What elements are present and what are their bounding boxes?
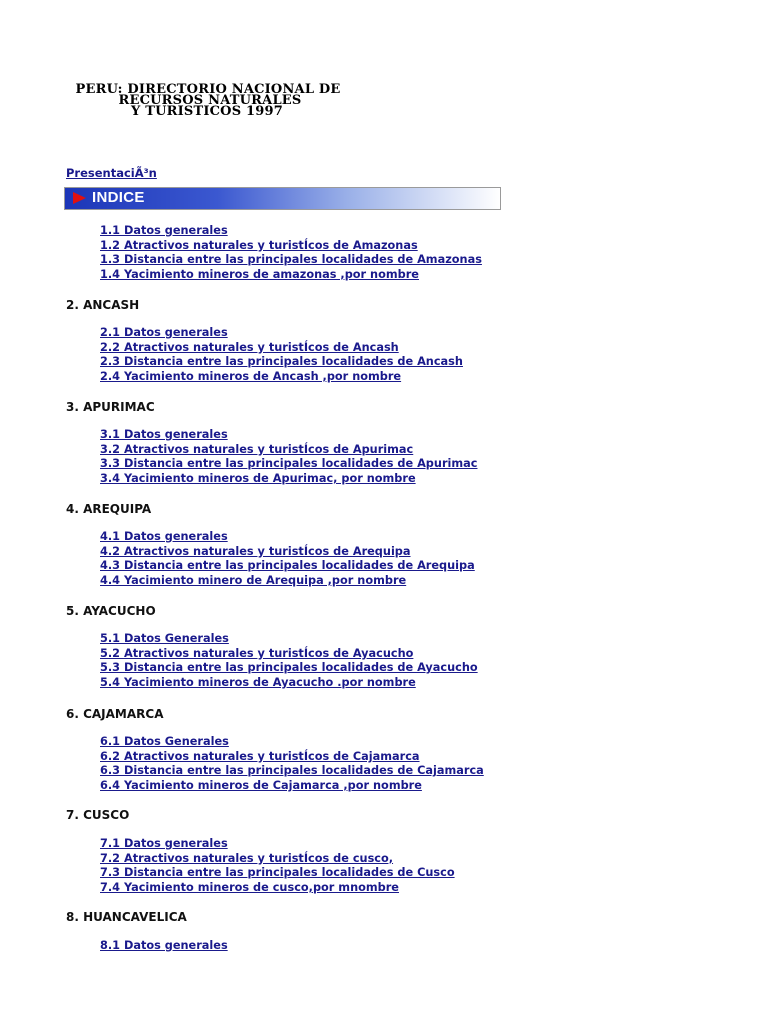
presentacion-link[interactable]: PresentaciÃ³n <box>66 166 157 180</box>
link-8-1[interactable]: 8.1 Datos generales <box>100 939 228 952</box>
link-5-2[interactable]: 5.2 Atractivos naturales y turistÍcos de Ayacucho <box>100 646 414 660</box>
section-8-links <box>100 939 358 954</box>
link-5-1[interactable]: 5.1 Datos Generales <box>100 632 229 645</box>
link-7-2[interactable]: 7.2 Atractivos naturales y turistÍcos de cusco, <box>100 851 394 865</box>
section-7-links <box>100 837 455 896</box>
section-heading-cajamarca: 6. CAJAMARCA <box>66 707 164 721</box>
section-heading-arequipa: 4. AREQUIPA <box>66 502 152 516</box>
title-line-2: RECURSOS NATURALES <box>118 93 302 108</box>
section-heading-ancash: 2. ANCASH <box>66 298 140 312</box>
link-2-2[interactable]: 2.2 Atractivos naturales y turistÍcos de Ancash <box>100 340 399 354</box>
link-6-1[interactable]: 6.1 Datos Generales <box>100 735 229 748</box>
link-3-4[interactable]: 3.4 Yacimiento mineros de Apurimac, por nombre <box>100 472 416 486</box>
section-heading-huancavelica: 8. HUANCAVELICA <box>66 910 187 924</box>
play-arrow-icon <box>73 192 86 204</box>
link-3-1[interactable]: 3.1 Datos generales <box>100 428 228 441</box>
link-5-4[interactable]: 5.4 Yacimiento mineros de Ayacucho .por nombre <box>100 676 416 690</box>
link-6-2[interactable]: 6.2 Atractivos naturales y turistÍcos de Cajamarca <box>100 749 420 763</box>
indice-banner <box>64 187 501 210</box>
link-4-3[interactable]: 4.3 Distancia entre las principales localidades de Arequipa <box>100 559 475 573</box>
link-3-2[interactable]: 3.2 Atractivos naturales y turistÍcos de Apurimac <box>100 442 414 456</box>
section-1-links <box>100 224 482 283</box>
link-2-3[interactable]: 2.3 Distancia entre las principales localidades de Ancash <box>100 355 463 369</box>
link-6-3[interactable]: 6.3 Distancia entre las principales localidades de Cajamarca <box>100 764 484 778</box>
section-3-links <box>100 428 478 487</box>
link-6-4[interactable]: 6.4 Yacimiento mineros de Cajamarca ,por nombre <box>100 779 422 793</box>
link-4-1[interactable]: 4.1 Datos generales <box>100 530 228 543</box>
link-7-4[interactable]: 7.4 Yacimiento mineros de cusco,por mnombre <box>100 881 399 895</box>
link-2-4[interactable]: 2.4 Yacimiento mineros de Ancash ,por nombre <box>100 370 402 384</box>
section-heading-apurimac: 3. APURIMAC <box>66 400 155 414</box>
link-2-1[interactable]: 2.1 Datos generales <box>100 326 228 339</box>
title-line-3: Y TURISTICOS 1997 <box>130 104 283 119</box>
section-heading-ayacucho: 5. AYACUCHO <box>66 604 156 618</box>
link-7-1[interactable]: 7.1 Datos generales <box>100 837 228 850</box>
indice-label: INDICE <box>92 189 145 206</box>
section-2-links <box>100 326 463 385</box>
title-line-1: PERU: DIRECTORIO NACIONAL DE <box>75 82 341 97</box>
section-6-links <box>100 735 484 794</box>
link-4-2[interactable]: 4.2 Atractivos naturales y turistÍcos de Arequipa <box>100 544 411 558</box>
link-1-4[interactable]: 1.4 Yacimiento mineros de amazonas ,por nombre <box>100 268 419 282</box>
section-4-links <box>100 530 475 589</box>
link-4-4[interactable]: 4.4 Yacimiento minero de Arequipa ,por nombre <box>100 574 407 588</box>
section-5-links <box>100 632 478 691</box>
link-1-2[interactable]: 1.2 Atractivos naturales y turistÍcos de Amazonas <box>100 238 418 252</box>
link-7-3[interactable]: 7.3 Distancia entre las principales localidades de Cusco <box>100 866 455 880</box>
link-1-3[interactable]: 1.3 Distancia entre las principales localidades de Amazonas <box>100 253 482 267</box>
link-1-1[interactable]: 1.1 Datos generales <box>100 224 228 237</box>
link-5-3[interactable]: 5.3 Distancia entre las principales localidades de Ayacucho <box>100 661 478 675</box>
link-3-3[interactable]: 3.3 Distancia entre las principales localidades de Apurimac <box>100 457 478 471</box>
section-heading-cusco: 7. CUSCO <box>66 808 130 822</box>
document-title <box>60 84 360 124</box>
